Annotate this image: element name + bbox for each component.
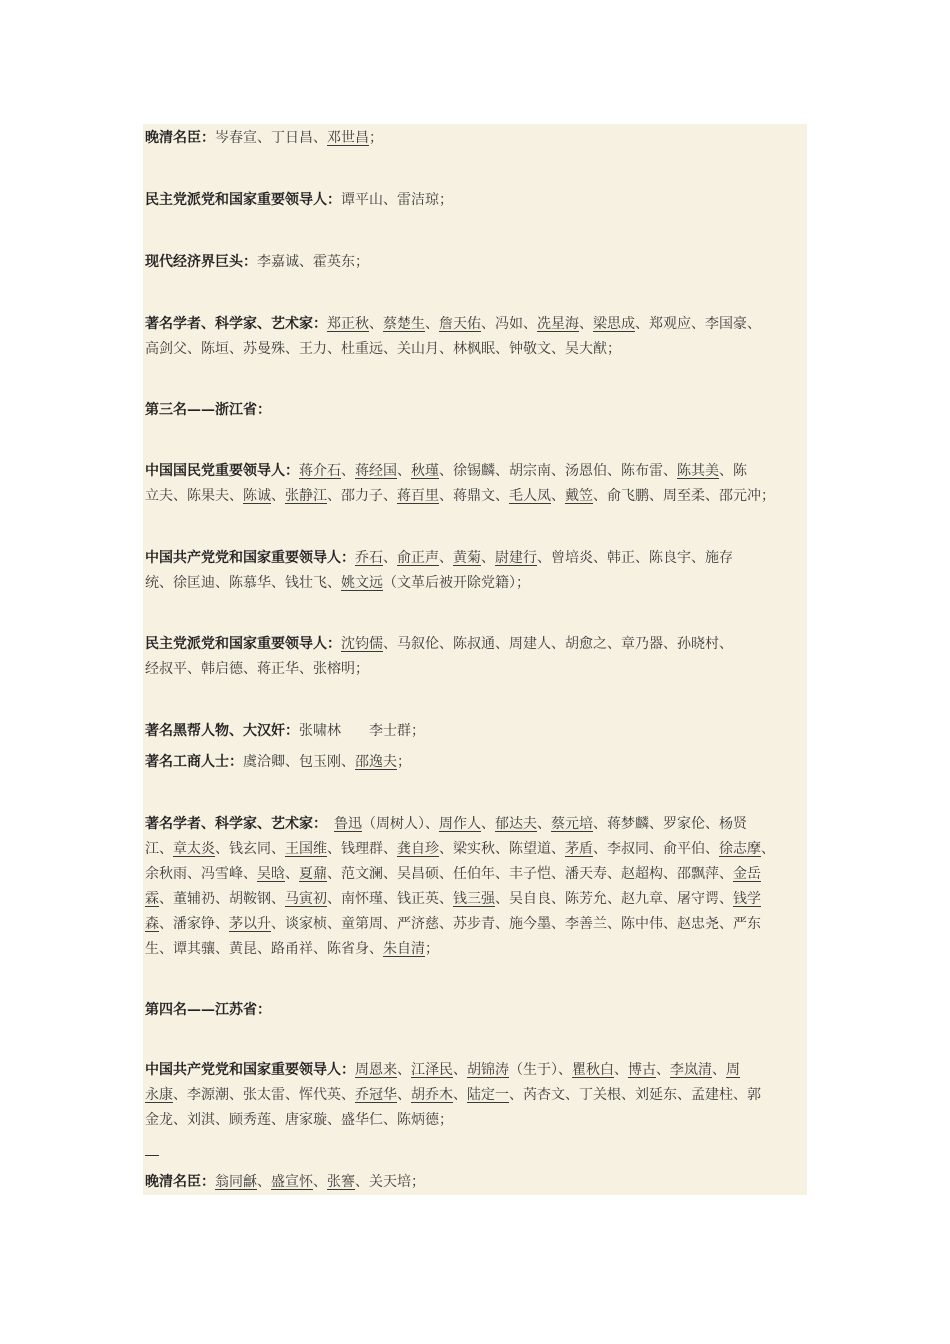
text-segment: 岑春宣、丁日昌、 xyxy=(215,130,327,146)
text-segment: 、 xyxy=(537,816,551,832)
text-segment: 、芮杏文、丁关根、刘延东、孟建柱、郭 xyxy=(509,1087,761,1103)
person-link[interactable]: 沈钧儒 xyxy=(341,636,383,652)
text-line xyxy=(145,312,813,337)
category-label: 晚清名臣： xyxy=(145,130,215,146)
person-link[interactable]: 陈其美 xyxy=(677,463,719,479)
person-link[interactable]: 郑正秋 xyxy=(327,316,369,332)
text-segment: 虞洽卿、包玉刚、 xyxy=(243,754,355,770)
text-line xyxy=(145,571,813,596)
text-line xyxy=(145,188,813,213)
person-link[interactable]: 梁思成 xyxy=(593,316,635,332)
text-segment: 、 xyxy=(481,550,495,566)
category-label: 中国国民党重要领导人： xyxy=(145,463,299,479)
person-link[interactable]: 森 xyxy=(145,916,159,932)
paragraph-democratic-leaders-guangdong xyxy=(145,188,813,213)
text-segment: （文革后被开除党籍）； xyxy=(383,575,530,591)
person-link[interactable]: 胡乔木 xyxy=(411,1087,453,1103)
person-link[interactable]: 乔冠华 xyxy=(355,1087,397,1103)
text-line xyxy=(145,657,813,682)
text-segment: 、 xyxy=(439,550,453,566)
paragraph-ccp-leaders-jiangsu xyxy=(145,1058,813,1133)
person-link[interactable]: 陈诚 xyxy=(243,488,271,504)
person-link[interactable]: 蒋介石 xyxy=(299,463,341,479)
person-link[interactable]: 马寅初 xyxy=(285,891,327,907)
text-segment: 、曾培炎、韩正、陈良宇、施存 xyxy=(537,550,733,566)
category-label: 著名黑帮人物、大汉奸： xyxy=(145,723,299,739)
text-segment: 江、 xyxy=(145,841,173,857)
paragraph-democratic-leaders-zhejiang xyxy=(145,632,813,682)
text-segment: 、南怀瑾、钱正英、 xyxy=(327,891,453,907)
paragraph-gangsters xyxy=(145,719,813,744)
text-segment: 、关天培； xyxy=(355,1174,425,1190)
section-heading-text: 第四名——江苏省： xyxy=(145,1002,271,1018)
person-link[interactable]: 钱学 xyxy=(733,891,761,907)
text-segment: 余秋雨、冯雪峰、 xyxy=(145,866,257,882)
paragraph-ccp-leaders-zhejiang xyxy=(145,546,813,596)
text-line xyxy=(145,937,813,962)
category-label: 民主党派党和国家重要领导人： xyxy=(145,192,341,208)
person-link[interactable]: 蔡元培 xyxy=(551,816,593,832)
text-segment: 、邵力子、 xyxy=(327,488,397,504)
section-heading-jiangsu xyxy=(145,998,813,1023)
text-segment: 、吴自良、陈芳允、赵九章、屠守谔、 xyxy=(495,891,733,907)
paragraph-economic-figures xyxy=(145,250,813,275)
text-line xyxy=(145,719,813,744)
text-line xyxy=(145,750,813,775)
text-line xyxy=(145,887,813,912)
section-heading-zhejiang xyxy=(145,398,813,423)
person-link[interactable]: 盛宣怀 xyxy=(271,1174,313,1190)
person-link[interactable]: 章太炎 xyxy=(173,841,215,857)
person-link[interactable]: 乔石 xyxy=(355,550,383,566)
person-link[interactable]: 詹天佑 xyxy=(439,316,481,332)
text-segment: 、李源潮、张太雷、恽代英、 xyxy=(173,1087,355,1103)
person-link[interactable]: 朱自清 xyxy=(383,941,425,957)
person-link[interactable]: 蔡楚生 xyxy=(383,316,425,332)
text-segment: 、蒋鼎文、 xyxy=(439,488,509,504)
text-segment: 、 xyxy=(712,1062,726,1078)
text-segment: 、陈 xyxy=(719,463,747,479)
text-segment: 、 xyxy=(425,316,439,332)
text-segment: 、谈家桢、童第周、严济慈、苏步青、施今墨、李善兰、陈中伟、赵忠尧、严东 xyxy=(271,916,761,932)
text-segment: 统、徐匡迪、陈慕华、钱壮飞、 xyxy=(145,575,341,591)
person-link[interactable]: 张静江 xyxy=(285,488,327,504)
person-link[interactable]: 瞿秋白 xyxy=(572,1062,614,1078)
text-segment: 经叔平、韩启德、蒋正华、张榕明； xyxy=(145,661,369,677)
text-segment: 、董辅礽、胡鞍钢、 xyxy=(159,891,285,907)
text-segment: ； xyxy=(369,130,383,146)
text-segment: 、 xyxy=(285,866,299,882)
person-link[interactable]: 尉建行 xyxy=(495,550,537,566)
text-segment: ； xyxy=(397,754,411,770)
person-link[interactable]: 邵逸夫 xyxy=(355,754,397,770)
person-link[interactable]: 毛人凤 xyxy=(509,488,551,504)
category-label: 晚清名臣： xyxy=(145,1174,215,1190)
divider-dash xyxy=(145,1155,159,1156)
person-link[interactable]: 金岳 xyxy=(733,866,761,882)
text-line xyxy=(145,632,813,657)
text-segment: 、蒋梦麟、罗家伦、杨贤 xyxy=(593,816,747,832)
text-segment: 谭平山、雷洁琼； xyxy=(341,192,453,208)
person-link[interactable]: 秋瑾 xyxy=(411,463,439,479)
person-link[interactable]: 张謇 xyxy=(327,1174,355,1190)
text-segment: 、 xyxy=(656,1062,670,1078)
text-segment: 张啸林 李士群； xyxy=(299,723,425,739)
person-link[interactable]: 邓世昌 xyxy=(327,130,369,146)
category-label: 民主党派党和国家重要领导人： xyxy=(145,636,341,652)
person-link[interactable]: 胡锦涛 xyxy=(467,1062,509,1078)
category-label: 著名学者、科学家、艺术家： xyxy=(145,316,327,332)
text-segment: （周树人）、 xyxy=(362,816,439,832)
text-line xyxy=(145,1083,813,1108)
person-link[interactable]: 姚文远 xyxy=(341,575,383,591)
text-segment: 、 xyxy=(369,316,383,332)
paragraph-late-qing-guangdong xyxy=(145,126,813,151)
person-link[interactable]: 周 xyxy=(726,1062,740,1078)
person-link[interactable]: 茅以升 xyxy=(229,916,271,932)
person-link[interactable]: 龚自珍 xyxy=(397,841,439,857)
text-segment: 、 xyxy=(579,316,593,332)
person-link[interactable]: 黄菊 xyxy=(453,550,481,566)
text-segment: 、 xyxy=(383,550,397,566)
category-label: 中国共产党党和国家重要领导人： xyxy=(145,550,355,566)
text-segment: 、冯如、 xyxy=(481,316,537,332)
text-segment: 、钱玄同、 xyxy=(215,841,285,857)
text-segment: 、 xyxy=(453,1087,467,1103)
text-line xyxy=(145,1170,813,1195)
text-line xyxy=(145,1058,813,1083)
text-segment: 、 xyxy=(397,463,411,479)
text-line xyxy=(145,126,813,151)
person-link[interactable]: 周作人 xyxy=(439,816,481,832)
text-segment: 、 xyxy=(341,463,355,479)
text-line xyxy=(145,337,813,362)
text-segment: 、徐锡麟、胡宗南、汤恩伯、陈布雷、 xyxy=(439,463,677,479)
person-link[interactable]: 永康 xyxy=(145,1087,173,1103)
category-label: 著名学者、科学家、艺术家： xyxy=(145,816,320,832)
text-segment: 、李叔同、俞平伯、 xyxy=(593,841,719,857)
person-link[interactable]: 冼星海 xyxy=(537,316,579,332)
text-line xyxy=(145,837,813,862)
paragraph-businessmen xyxy=(145,750,813,775)
text-line xyxy=(145,912,813,937)
text-segment: 、 xyxy=(271,488,285,504)
paragraph-late-qing-jiangsu xyxy=(145,1170,813,1195)
text-segment: 、 xyxy=(761,841,775,857)
text-line xyxy=(145,484,813,509)
text-segment: 、范文澜、吴昌硕、任伯年、丰子恺、潘天寿、赵超构、邵飘萍、 xyxy=(327,866,733,882)
text-line xyxy=(145,812,813,837)
text-segment: 、郑观应、李国豪、 xyxy=(635,316,761,332)
person-link[interactable]: 夏鼐 xyxy=(299,866,327,882)
text-segment: 、 xyxy=(481,816,495,832)
paragraph-kmt-leaders xyxy=(145,459,813,509)
text-segment: 、 xyxy=(397,1062,411,1078)
text-line xyxy=(145,546,813,571)
text-segment xyxy=(320,816,334,832)
text-segment: 、 xyxy=(313,1174,327,1190)
text-line xyxy=(145,250,813,275)
person-link[interactable]: 戴笠 xyxy=(565,488,593,504)
person-link[interactable]: 郁达夫 xyxy=(495,816,537,832)
person-link[interactable]: 王国维 xyxy=(285,841,327,857)
text-segment: 、梁实秋、陈望道、 xyxy=(439,841,565,857)
person-link[interactable]: 李岚清 xyxy=(670,1062,712,1078)
person-link[interactable]: 蒋经国 xyxy=(355,463,397,479)
text-segment: 、 xyxy=(614,1062,628,1078)
text-segment: 、马叙伦、陈叔通、周建人、胡愈之、章乃器、孙晓村、 xyxy=(383,636,733,652)
person-link[interactable]: 茅盾 xyxy=(565,841,593,857)
text-segment: 生、谭其骧、黄昆、路甬祥、陈省身、 xyxy=(145,941,383,957)
text-segment: 、钱理群、 xyxy=(327,841,397,857)
text-segment: 、 xyxy=(257,1174,271,1190)
person-link[interactable]: 博古 xyxy=(628,1062,656,1078)
person-link[interactable]: 周恩来 xyxy=(355,1062,397,1078)
person-link[interactable]: 鲁迅 xyxy=(334,816,362,832)
person-link[interactable]: 霖 xyxy=(145,891,159,907)
text-segment: 李嘉诚、霍英东； xyxy=(257,254,369,270)
paragraph-scholars-zhejiang xyxy=(145,812,813,962)
text-segment: 金龙、刘淇、顾秀莲、唐家璇、盛华仁、陈炳德； xyxy=(145,1112,453,1128)
person-link[interactable]: 江泽民 xyxy=(411,1062,453,1078)
text-segment: （生于）、 xyxy=(509,1062,572,1078)
text-line xyxy=(145,862,813,887)
text-segment: 立夫、陈果夫、 xyxy=(145,488,243,504)
section-heading-text: 第三名——浙江省： xyxy=(145,402,271,418)
person-link[interactable]: 翁同龢 xyxy=(215,1174,257,1190)
person-link[interactable]: 吴晗 xyxy=(257,866,285,882)
text-segment: 、 xyxy=(397,1087,411,1103)
text-segment: 、俞飞鹏、周至柔、邵元冲； xyxy=(593,488,775,504)
category-label: 现代经济界巨头： xyxy=(145,254,257,270)
person-link[interactable]: 钱三强 xyxy=(453,891,495,907)
person-link[interactable]: 俞正声 xyxy=(397,550,439,566)
text-line xyxy=(145,459,813,484)
person-link[interactable]: 蒋百里 xyxy=(397,488,439,504)
person-link[interactable]: 徐志摩 xyxy=(719,841,761,857)
category-label: 著名工商人士： xyxy=(145,754,243,770)
text-segment: 高剑父、陈垣、苏曼殊、王力、杜重远、关山月、林枫眠、钟敬文、吴大猷； xyxy=(145,341,621,357)
text-line xyxy=(145,1108,813,1133)
paragraph-scholars-guangdong xyxy=(145,312,813,362)
category-label: 中国共产党党和国家重要领导人： xyxy=(145,1062,355,1078)
text-segment: ； xyxy=(425,941,439,957)
text-segment: 、 xyxy=(551,488,565,504)
person-link[interactable]: 陆定一 xyxy=(467,1087,509,1103)
text-segment: 、 xyxy=(453,1062,467,1078)
text-segment: 、潘家铮、 xyxy=(159,916,229,932)
